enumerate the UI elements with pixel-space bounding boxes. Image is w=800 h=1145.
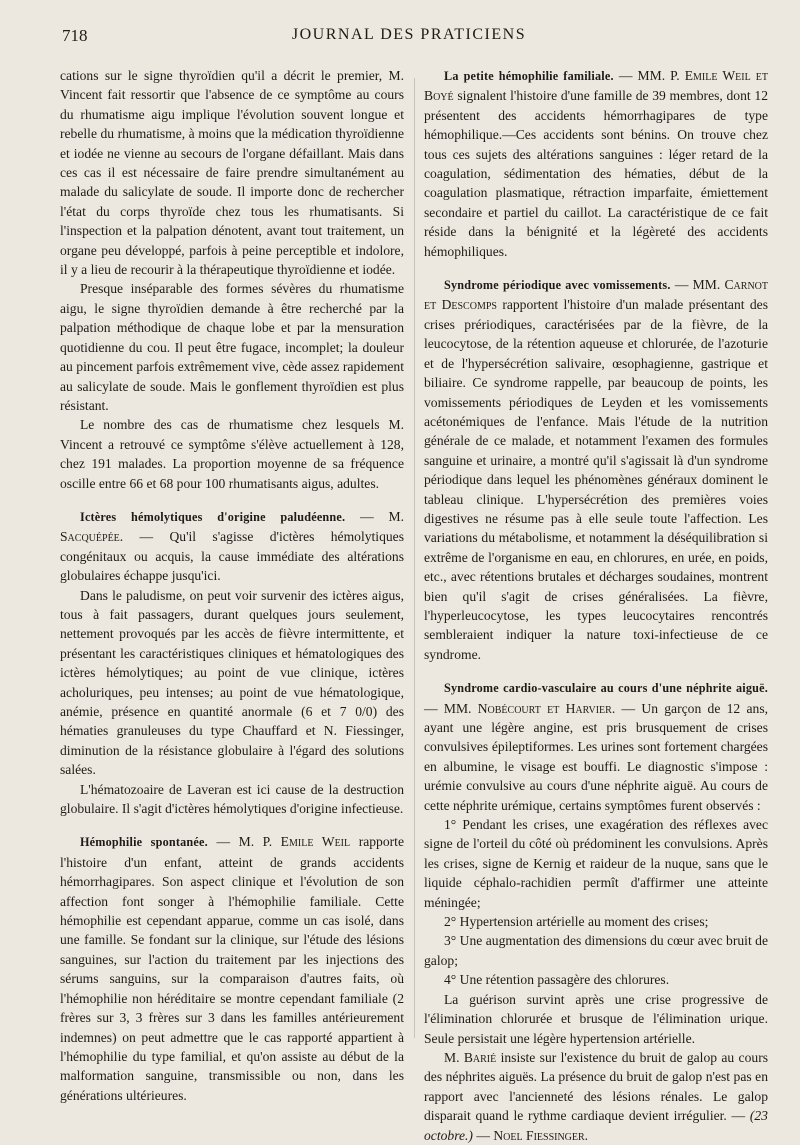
section-gap [424, 664, 768, 678]
list-item: 4° Une rétention passagère des chlorures. [444, 972, 670, 988]
paragraph-text: signalent l'histoire d'une famille de 39 membres, dont 12 présentent des accidents hémorrhagipares de type hémophilique.—Ces accidents sont bénins. On trouve chez tous ces sujets des altérations sanguines : léger retard de la coagulation, sédimentation des hématies, début de la coagulation plasmatique, rétraction imparfaite, émiettement secondaire et partiel du caillot. La caractéristique de ce fait réside dans la bénignité et la légèreté des accidents hémophiliques. [424, 88, 768, 259]
section-icteres: Ictères hémolytiques d'origine paludéenne. — M. Sacquépée. — Qu'il s'agisse d'ictères hémolytiques congénitaux ou acquis, la cause immédiate des altérations globulaires échappe jusqu'ici. [60, 508, 405, 584]
paragraph-barie [424, 1048, 768, 1145]
paragraph: La guérison survint après une crise progressive de l'élimination chlorurée et brusque de l'élimination urique. Seule persistait une légère hypertension artérielle. [424, 991, 768, 1046]
paragraph: Le nombre des cas de rhumatisme chez lesquels M. Vincent a retrouvé ce symptôme s'élève actuellement à 128, chez 191 malades. La proportion moyenne de sa fréquence oscille entre 66 et 68 pour 100 rhumatisants aigus, adultes. [60, 417, 404, 491]
section-authors: MM. Nobécourt et Harvier. [443, 700, 616, 716]
column-divider [414, 78, 415, 1038]
author-signature: Noel Fiessinger. [493, 1127, 589, 1143]
journal-title: JOURNAL DES PRATICIENS [291, 26, 527, 43]
page-header [62, 26, 756, 56]
section-heading: Ictères hémolytiques d'origine paludéenne. [80, 509, 346, 524]
author-name: M. Barié [444, 1049, 497, 1065]
section-syndrome-cardio-vasculaire: Syndrome cardio-vasculaire au cours d'une néphrite aiguë. — MM. Nobécourt et Harvier. — Un garçon de 12 ans, ayant une légère angine, est pris brusquement de crises convulsives épileptiformes. Les urines sont fortement chargées en albumine, le visage est bouffi. Le diagnostic s'impose : urémie convulsive au cours d'une néphrite aiguë. Au cours de cette néphrite urémique, certains symptômes furent observés : [424, 681, 769, 813]
list-item: 2° Hypertension artérielle au moment des crises; [444, 914, 709, 930]
page-number: 718 [62, 26, 88, 45]
left-column [60, 66, 404, 1105]
paragraph-text: rapporte l'histoire d'un enfant, atteint de grands accidents hémorrhagipares. Son aspect clinique et l'évolution de son affection font songer à l'hémophilie familiale. Cette hémophilie est cependant apparue, comme un cas isolé, dans une famille. Se fondant sur la clinique, sur l'étude des lésions sanguines, sur l'action du traitement par les injections des sérums sanguins, sur la comparaison d'autres faits, où l'hémophilie non héréditaire se montre cependant familiale (2 frères sur 3, 3 frères sur 3 dans les familles antérieurement indemnes) on peut admettre que le cas rapporté appartient à l'hémophilie du type familial, et qu'on assiste au début de la malformation sanguine, transmissible ou non, dans les générations ultérieures. [60, 834, 404, 1103]
section-authors: MM. P. Emile Weil et Boyé [424, 68, 769, 104]
session-date: (23 octobre.) [424, 1108, 768, 1143]
paragraph: Presque inséparable des formes sévères du rhumatisme aigu, le signe thyroïdien demande à être recherché par la palpation méthodique de chaque lobe et par la mensuration quotidienne du cou. Il peut être fugace, incomplet; la douleur au pincement parfois extrêmement vive, cède assez rapidement au salicylate de soude. Mais le gonflement thyroïdien est plus résistant. [60, 281, 404, 413]
paragraph: L'hématozoaire de Laveran est ici cause de la destruction globulaire. Il s'agit d'ictères hémolytiques d'origine infectieuse. [60, 781, 404, 817]
section-heading: Hémophilie spontanée. [80, 835, 208, 850]
section-heading: Syndrome périodique avec vomissements. [444, 278, 671, 293]
section-syndrome-periodique: Syndrome périodique avec vomissements. — MM. Carnot et Descomps rapportent l'histoire d'un malade présentant des crises prériodiques, caractérisées par de la fièvre, de la leucocytose, de la rétention aqueuse et chlorurée, de l'azoturie et de l'hypersécrétion salivaire, œsophagienne, gastrique et biliaire. Ce syndrome rappelle, par beaucoup de points, les vomissements périodiques de Leyden et les vomissements acétonémiques de l'enfance. Mais l'étude de la nutrition générale de ce malade, et notamment l'examen des formules sanguine et urinaire, a montré qu'il s'agissait là d'un syndrome périodique dans lequel les phénomènes généraux dominent le tableau clinique. L'hypersécrétion des premières voies digestives ne résume pas à elle seule toute l'affection. Les variations du métabolisme, et notamment la déséquilibration si extrême de l'organisme en eau, en chlorures, en urée, en poids, etc., avec rétentions brutales et décharges soudaines, montrent bien qu'il s'agit de crises généralisées. La fièvre, l'hyperleucocytose, les types leucocytaires rencontrés sembleraient indiquer la nature toxi-infectieuse de ce syndrome. [424, 277, 768, 662]
section-authors: M. Sacquépée. [60, 508, 405, 545]
paragraph-text: Un garçon de 12 ans, ayant une légère angine, est pris brusquement de crises convulsives épileptiformes. Les urines sont fortement chargées en albumine, le visage est bouffi. Le diagnostic s'impose : urémie convulsive au cours d'une néphrite aiguë. Au cours de cette néphrite urémique, certains symptômes furent observés : [424, 700, 769, 813]
list-item: 1° Pendant les crises, une exagération des réflexes avec signe de l'orteil du côté où prédominent les convulsions. Après les crises, signe de Kernig et raideur de la nuque, sans que le liquide céphalo-rachidien permît d'affirmer une atteinte méningée; [424, 817, 768, 910]
list-item: 3° Une augmentation des dimensions du cœur avec bruit de galop; [424, 933, 768, 968]
paragraph: cations sur le signe thyroïdien qu'il a décrit le premier, M. Vincent fait ressortir que l'absence de ce symptôme au cours du rhumatisme aigu implique l'évolution souvent longue et rebelle du rhumatisme, à moins que la médication thyroïdienne et iodée ne vienne au secours de l'organe défaillant. Mais dans ces cas il est nécessaire de faire prendre simultanément au malade du salicylate de soude. Il importe donc de rechercher l'état du corps thyroïde chez tous les rhumatisants. Si l'inspection et la palpation dénotent, avant tout traitement, un organe peu développé, parfois à peine perceptible et indolore, il y a lieu de recourir à la thérapeutique thyroïdienne et iodée. [60, 68, 404, 278]
section-heading: Syndrome cardio-vasculaire au cours d'une néphrite aiguë. [444, 681, 768, 696]
section-authors: M. P. Emile Weil [238, 834, 351, 850]
paragraph-text: Qu'il s'agisse d'ictères hémolytiques congénitaux ou acquis, la cause immédiate des altérations globulaires échappe jusqu'ici. [60, 529, 404, 584]
paragraph: Dans le paludisme, on peut voir survenir des ictères aigus, tous à fait passagers, durant quelques jours seulement, nettement provoqués par les accès de fièvre intermittente, et présentant les caractéristiques cliniques et hématologiques des ictères hémolytiques; au point de vue clinique, ictères acholuriques, peu intenses; au point de vue hématologique, anémie, présence en quantité anormale (6 et 7 0/0) des hématies granuleuses du type Chauffard et N. Fiessinger, diminution de la résistance globulaire à l'égard des solutions salées. [60, 587, 404, 778]
section-gap [60, 493, 404, 507]
paragraph-text: rapportent l'histoire d'un malade présentant des crises prériodiques, caractérisées par de la fièvre, de la leucocytose, de la rétention aqueuse et chlorurée, de l'azoturie et de l'hypersécrétion salivaire, œsophagienne, gastrique et biliaire. Ce syndrome rappelle, par beaucoup de points, les vomissements périodiques de Leyden et les vomissements acétonémiques de l'enfance. Mais l'étude de la nutrition générale de ce malade, et notamment l'examen des formules sanguine et urinaire, a montré qu'il s'agissait là d'un syndrome périodique dans lequel les phénomènes généraux dominent le tableau clinique. L'hypersécrétion des premières voies digestives ne résume pas à elle seule toute l'affection. Les variations du métabolisme, et notamment la déséquilibration si extrême de l'organisme en eau, en chlorures, en urée, en poids, etc., avec rétentions brutales et décharges soudaines, montrent bien qu'il s'agit de crises généralisées. La fièvre, l'hyperleucocytose, les types leucocytaires rencontrés sembleraient indiquer la nature toxi-infectieuse de ce syndrome. [424, 297, 768, 662]
section-heading: La petite hémophilie familiale. [444, 69, 614, 83]
paragraph-text: insiste sur l'existence du bruit de galop au cours des néphrites aiguës. La présence du bruit de galop n'est pas en rapport avec l'ancienneté des lésions rénales. Le galop disparait quand le rythme cardiaque devient irrégulier. — [424, 1049, 769, 1124]
section-petite-hemophilie: La petite hémophilie familiale. — MM. P. Emile Weil et Boyé signalent l'histoire d'une famille de 39 membres, dont 12 présentent des accidents hémorrhagipares de type hémophilique.—Ces accidents sont bénins. On trouve chez tous ces sujets des altérations sanguines : léger retard de la coagulation, sédimentation des hématies, début de la coagulation plasmatique, rétraction imparfaite, émiettement secondaire et partiel du caillot. La caractéristique de ce fait réside dans la bénignité et la légèreté des accidents hémophiliques. [424, 68, 769, 259]
section-gap [60, 818, 404, 832]
section-gap [424, 261, 768, 275]
signature-dash: — [476, 1127, 490, 1143]
section-hemophilie-spontanee: Hémophilie spontanée. — M. P. Emile Weil rapporte l'histoire d'un enfant, atteint de grands accidents hémorrhagipares. Son aspect clinique et l'évolution de son affection font songer à l'hémophilie familiale. Cette hémophilie est cependant apparue, comme un cas isolé, dans une famille. Se fondant sur la clinique, sur l'étude des lésions sanguines, sur l'action du traitement par les injections des sérums sanguins, sur la comparaison d'autres faits, où l'hémophilie non héréditaire se montre cependant familiale (2 frères sur 3, 3 frères sur 3 dans les familles antérieurement indemnes) on peut admettre que le cas rapporté appartient à l'hémophilie du type familial, et qu'on assiste au début de la malformation sanguine, transmissible ou non, dans les générations ultérieures. [60, 834, 404, 1103]
section-authors: MM. Carnot et Descomps [424, 277, 768, 313]
right-column [424, 66, 768, 1145]
